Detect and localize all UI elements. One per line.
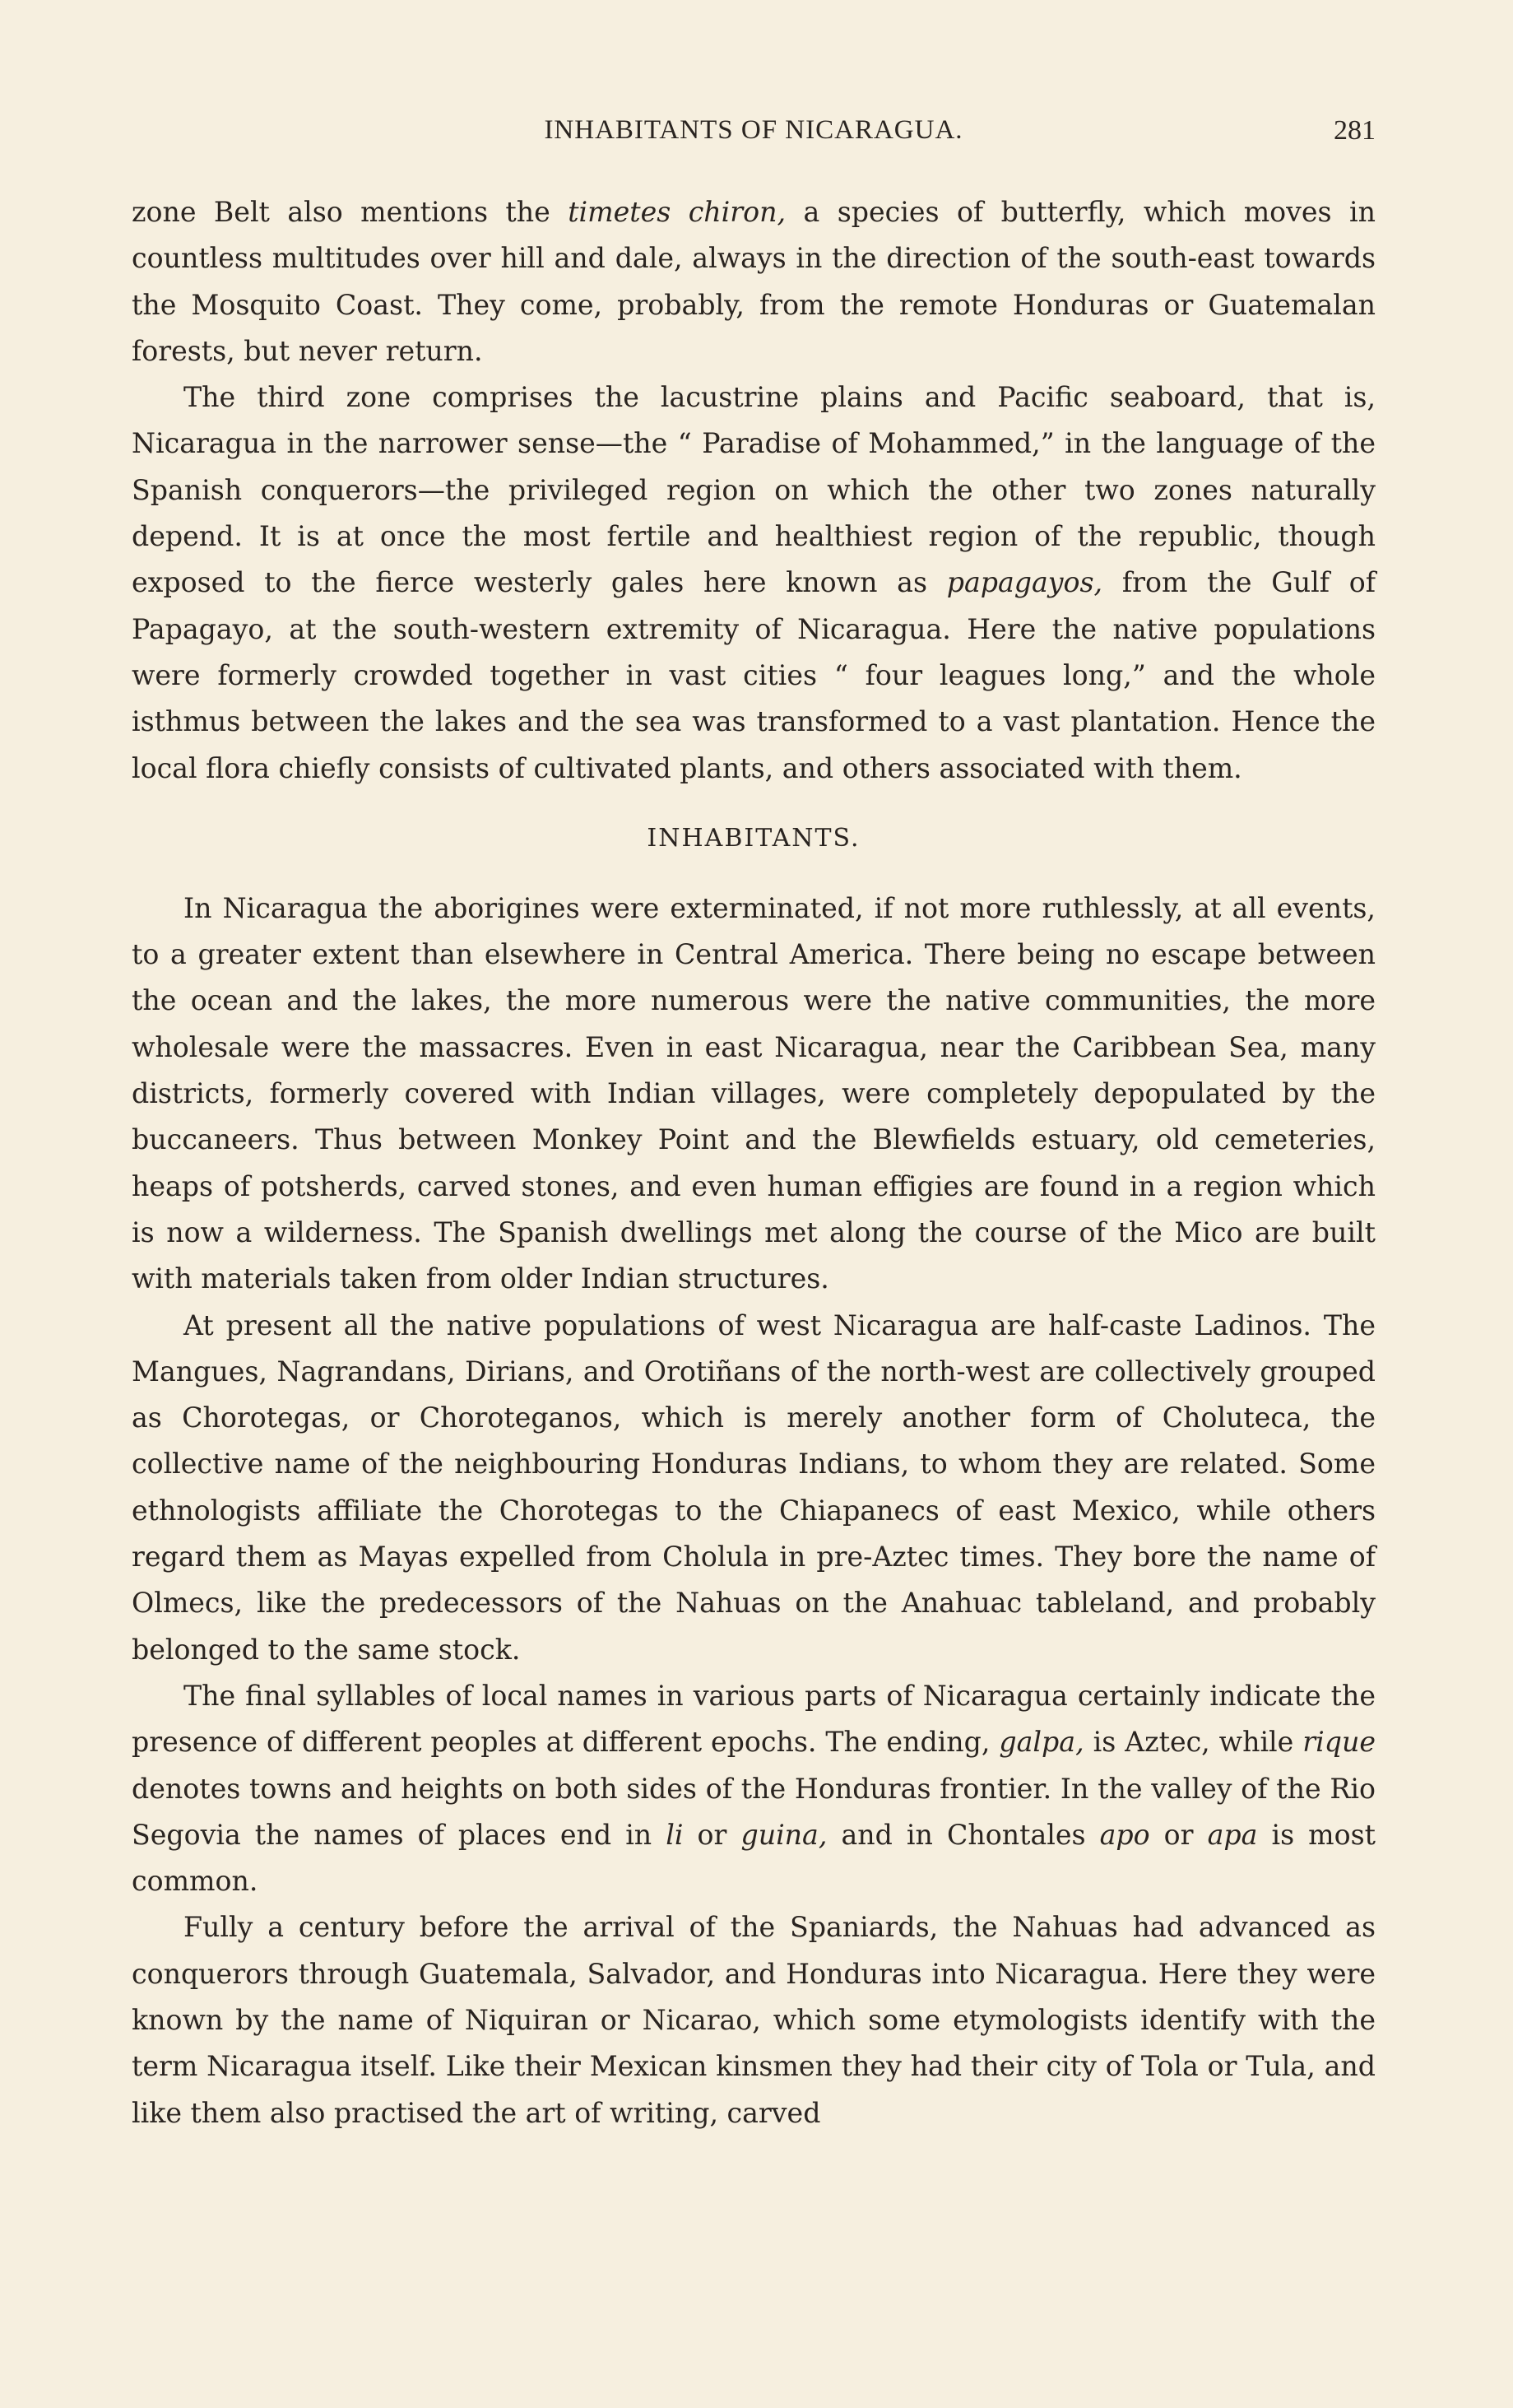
paragraph-5: [132, 1673, 1376, 1904]
paragraph-1-italic-term: timetes chiron,: [568, 196, 787, 228]
paragraph-5-text-a: The final syllables of local names in various parts of Nicaragua certainly indicate the presence of different peoples at different epochs. The ending,: [132, 1679, 1376, 1759]
paragraph-5-text-m: is most common.: [132, 1818, 1376, 1898]
paragraph-5-italic-rique: rique: [1302, 1726, 1376, 1759]
paragraph-2-text-a: The third zone comprises the lacustrine plains and Pacific seaboard, that is, Nicaragua in the narrower sense—the “ Paradise of Mohammed,” in the language of the Spanish conquerors—the privileged region on which the other two zones naturally depend. It is at once the most fertile and healthiest region of the republic, though exposed to the fierce westerly gales here known as: [132, 381, 1376, 599]
running-head: [132, 115, 1376, 156]
paragraph-1: [132, 189, 1376, 374]
paragraph-5-italic-apo: apo: [1099, 1818, 1150, 1851]
paragraph-5-text-e: denotes towns and heights on both sides of the Honduras frontier. In the valley of the Rio Segovia the names of places end in: [132, 1772, 1376, 1851]
paragraph-2-italic-term: papagayos,: [946, 566, 1103, 599]
paragraph-2: [132, 374, 1376, 792]
paragraph-5-text-c: is Aztec, while: [1084, 1726, 1303, 1759]
paragraph-3: In Nicaragua the aborigines were exterminated, if not more ruthlessly, at all events, to a greater extent than elsewhere in Central America. There being no escape between the ocean and the lakes, the more numerous were the native communities, the more wholesale were the massacres. Even in east Nicaragua, near the Caribbean Sea, many districts, formerly covered with Indian villages, were completely depopulated by the buccaneers. Thus between Monkey Point and the Blewfields estuary, old cemeteries, heaps of potsherds, carved stones, and even human effigies are found in a region which is now a wilderness. The Spanish dwellings met along the course of the Mico are built with materials taken from older Indian structures.: [132, 891, 1376, 1295]
paragraph-1-text-c: a species of butterfly, which moves in countless multitudes over hill and dale, always in the direction of the south-east towards the Mosquito Coast. They come, probably, from the remote Honduras or Guatemalan forests, but never return.: [132, 196, 1376, 367]
paragraph-4: At present all the native populations of west Nicaragua are half-caste Ladinos. The Mangues, Nagrandans, Dirians, and Orotiñans of the north-west are collectively grouped as Chorotegas, or Choroteganos, which is merely another form of Choluteca, the collective name of the neighbouring Honduras Indians, to whom they are related. Some ethnologists affiliate the Chorotegas to the Chiapanecs of east Mexico, while others regard them as Mayas expelled from Cholula in pre-Aztec times. They bore the name of Olmecs, like the predecessors of the Nahuas on the Anahuac tableland, and probably belonged to the same stock.: [132, 1309, 1376, 1666]
paragraph-5-italic-galpa: galpa,: [999, 1726, 1084, 1759]
paragraph-5-text-g: or: [683, 1818, 741, 1851]
paragraph-5-italic-guina: guina,: [740, 1818, 828, 1851]
page-number: 281: [1334, 115, 1376, 146]
paragraph-1-text-a: zone Belt also mentions the: [132, 196, 569, 228]
paragraph-5-italic-li: li: [666, 1818, 684, 1851]
paragraph-2-text-c: from the Gulf of Papagayo, at the south-western extremity of Nicaragua. Here the native populations were formerly crowded together in vast cities “ four leagues long,” and the whole isthmus between the lakes and the sea was transformed to a vast plantation. Hence the local flora chiefly consists of cultivated plants, and others associated with them.: [132, 566, 1376, 784]
paragraph-5-text-i: and in Chontales: [827, 1818, 1100, 1851]
paragraph-6: Fully a century before the arrival of the Spaniards, the Nahuas had advanced as conquerors through Guatemala, Salvador, and Honduras into Nicaragua. Here they were known by the name of Niquiran or Nicarao, which some etymologists identify with the term Nicaragua itself. Like their Mexican kinsmen they had their city of Tola or Tula, and like them also practised the art of writing, carved: [132, 1911, 1376, 2129]
running-title: INHABITANTS OF NICARAGUA.: [544, 115, 963, 145]
body-text: [132, 189, 1376, 2136]
paragraph-5-italic-apa: apa: [1207, 1818, 1258, 1851]
paragraph-5-text-k: or: [1149, 1818, 1208, 1851]
section-heading: INHABITANTS.: [647, 823, 861, 853]
